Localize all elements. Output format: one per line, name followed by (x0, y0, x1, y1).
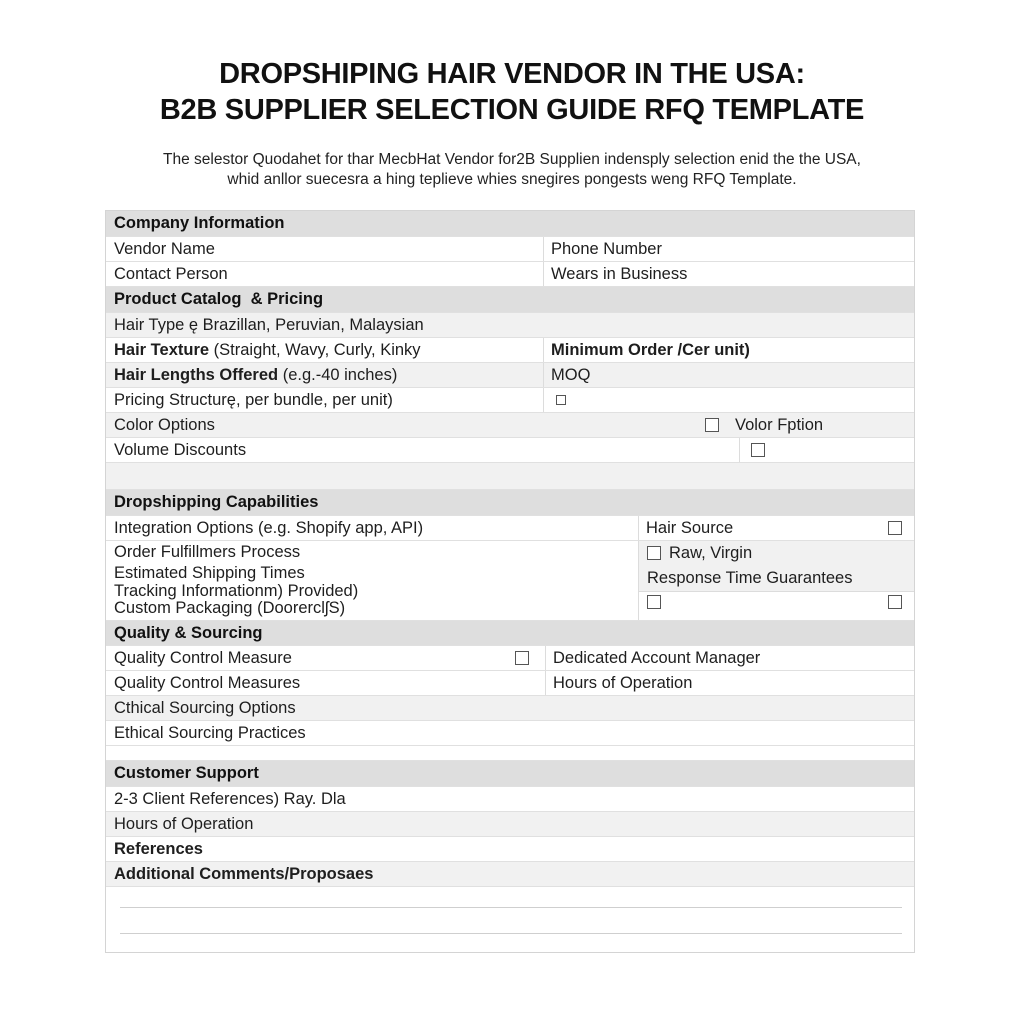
quality-control-checkbox[interactable] (515, 651, 529, 665)
cthical-sourcing-field[interactable]: Cthical Sourcing Options (114, 698, 296, 717)
form-row (106, 787, 914, 812)
response-time-checkbox[interactable] (647, 595, 661, 609)
quality-control-measure-field[interactable]: Quality Control Measure (114, 648, 292, 667)
raw-virgin-checkbox[interactable] (647, 546, 661, 560)
hair-source-options (639, 541, 914, 591)
guarantee-checkbox[interactable] (888, 595, 902, 609)
form-row (106, 413, 914, 438)
support-hours-field[interactable]: Hours of Operation (114, 814, 254, 833)
phone-number-field[interactable]: Phone Number (551, 239, 662, 258)
subtitle-line-2: whid anllor suecesra a hing teplieve whies snegires pongests weng RFQ Template. (227, 171, 797, 188)
response-time-label: Response Time Guarantees (647, 569, 853, 587)
form-row (106, 862, 914, 887)
pricing-checkbox[interactable] (556, 395, 566, 405)
form-row (106, 313, 914, 338)
hair-texture-label: Hair Texture (114, 340, 210, 359)
contact-person-field[interactable]: Contact Person (114, 264, 228, 283)
vendor-name-field[interactable]: Vendor Name (114, 239, 215, 258)
hair-type-field[interactable]: Hair Type ę Brazillan, Peruvian, Malaysian (114, 315, 424, 334)
volume-discounts-field[interactable]: Volume Discounts (114, 440, 247, 459)
volor-option-label: Volor Fption (735, 415, 824, 434)
subtitle-line-1: The selestor Quodahet for thar MecbHat Vendor for2B Supplien indensply selection enid the the USA, (163, 151, 861, 168)
form-row (106, 338, 914, 363)
moq-field[interactable]: MOQ (551, 365, 591, 384)
form-row (106, 646, 914, 671)
references-field[interactable]: References (114, 839, 203, 858)
section-heading: Quality & Sourcing (114, 623, 263, 642)
form-row (106, 837, 914, 862)
form-row (106, 516, 914, 541)
writing-line (120, 907, 902, 908)
form-row (106, 721, 914, 746)
hair-lengths-field[interactable] (106, 363, 543, 387)
quality-control-measures-field[interactable]: Quality Control Measures (114, 673, 301, 692)
years-in-business-field[interactable]: Wears in Business (551, 264, 688, 283)
page-subtitle (90, 150, 934, 190)
section-quality-sourcing (106, 621, 914, 646)
dedicated-manager-field[interactable]: Dedicated Account Manager (553, 648, 761, 667)
column-divider (739, 438, 740, 462)
row-divider (639, 591, 914, 592)
volor-option-checkbox[interactable] (705, 418, 719, 432)
minimum-order-field[interactable]: Minimum Order /Cer unit) (551, 340, 750, 359)
hours-of-operation-field[interactable]: Hours of Operation (553, 673, 693, 692)
section-heading: Customer Support (114, 764, 259, 782)
hair-texture-field[interactable] (106, 338, 543, 362)
title-line-1: DROPSHIPING HAIR VENDOR IN THE USA: (219, 58, 805, 90)
spacer-row (106, 746, 914, 761)
form-row (106, 262, 914, 287)
form-row (106, 388, 914, 413)
section-heading: Dropshipping Capabilities (114, 493, 319, 511)
tracking-label: Tracking Informationm) Provided) (114, 582, 359, 600)
section-customer-support (106, 761, 914, 787)
spacer-row (106, 463, 914, 490)
rfq-form (105, 210, 915, 953)
additional-comments-area[interactable] (106, 887, 914, 953)
integration-options-field[interactable]: Integration Options (e.g. Shopify app, API) (114, 518, 424, 537)
client-references-field[interactable]: 2-3 Client References) Ray. Dla (114, 789, 346, 808)
ethical-sourcing-field[interactable]: Ethical Sourcing Practices (114, 723, 306, 742)
form-row (106, 363, 914, 388)
section-dropshipping (106, 490, 914, 516)
hair-source-field[interactable]: Hair Source (646, 518, 734, 537)
title-line-2: B2B SUPPLIER SELECTION GUIDE RFQ TEMPLATE (159, 94, 865, 126)
order-fulfillment-label: Order Fulfillmers Process (114, 543, 301, 561)
hair-texture-detail: (Straight, Wavy, Curly, Kinky (209, 340, 421, 359)
shipping-times-label: Estimated Shipping Times (114, 564, 305, 582)
form-row (106, 541, 914, 621)
writing-line (120, 933, 902, 934)
form-row (106, 812, 914, 837)
custom-packaging-label: Custom Packaging (DoorerclʃS) (114, 599, 346, 617)
volume-discounts-checkbox[interactable] (751, 443, 765, 457)
section-company-information (106, 211, 914, 237)
section-heading: Product Catalog & Pricing (114, 290, 324, 308)
fulfillment-details-field[interactable] (106, 541, 638, 620)
hair-lengths-label: Hair Lengths Offered (114, 365, 279, 384)
raw-virgin-label: Raw, Virgin (669, 544, 753, 562)
page-title (0, 56, 1024, 128)
form-row (106, 671, 914, 696)
column-divider (543, 388, 544, 412)
pricing-structure-field[interactable]: Pricing Structurę, per bundle, per unit) (114, 390, 393, 409)
additional-comments-label: Additional Comments/Proposaes (114, 864, 374, 883)
form-row (106, 237, 914, 262)
section-heading: Company Information (114, 214, 285, 232)
hair-lengths-detail: (e.g.-40 inches) (278, 365, 398, 384)
form-row (106, 696, 914, 721)
hair-source-checkbox[interactable] (888, 521, 902, 535)
form-row (106, 438, 914, 463)
color-options-field[interactable]: Color Options (114, 415, 215, 434)
section-product-catalog (106, 287, 914, 313)
